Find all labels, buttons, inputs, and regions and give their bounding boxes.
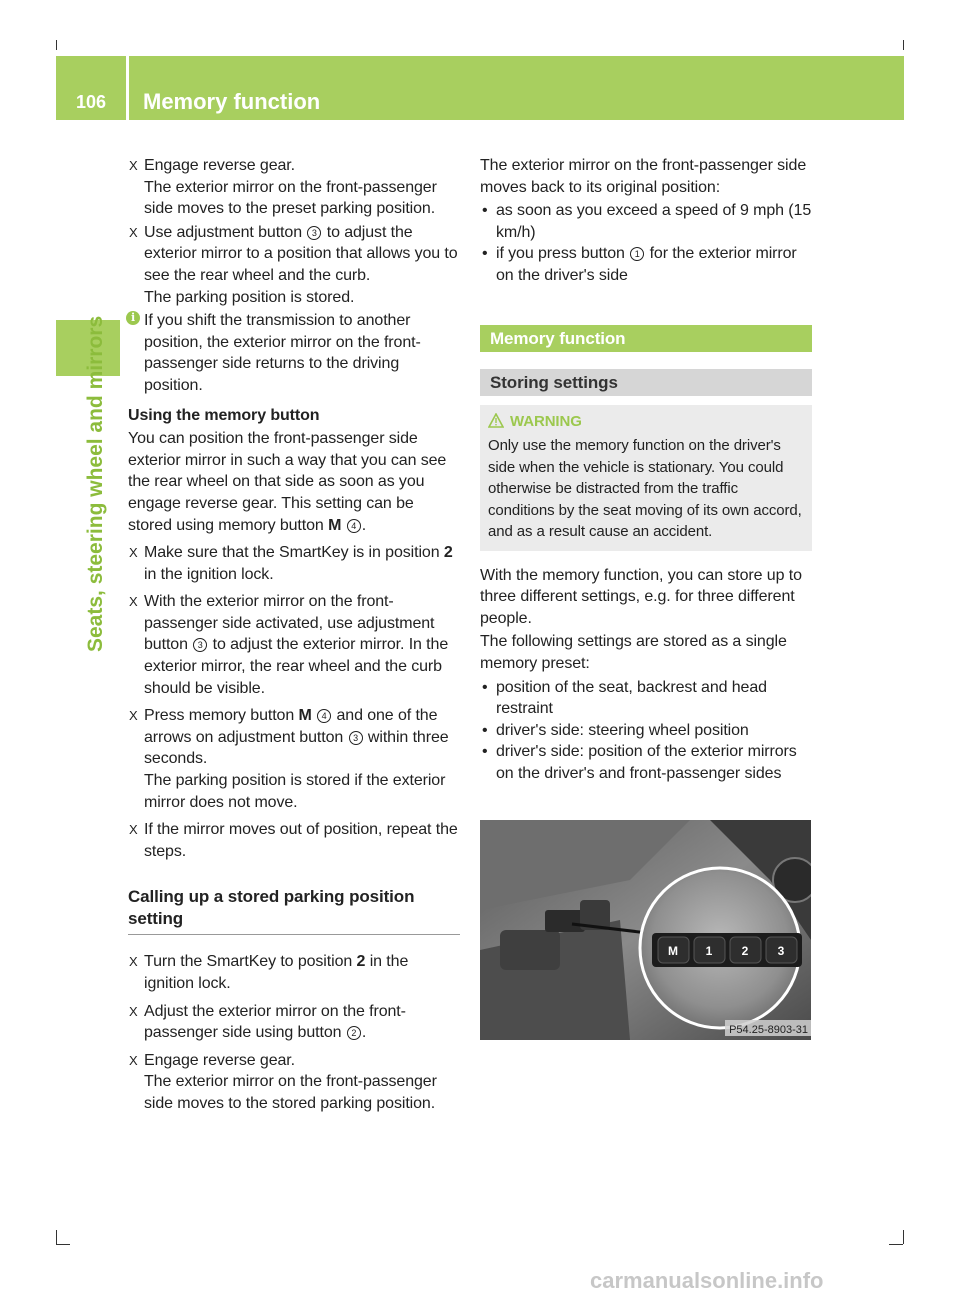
step-text: Use adjustment button 3 to adjust the exterior mirror to a position that allows you to see the rear wheel and the curb. (144, 223, 458, 284)
crop-mark (889, 1244, 903, 1245)
step-text: Make sure that the SmartKey is in position 2 in the ignition lock. (144, 544, 453, 583)
memory-button-1: 1 (705, 944, 713, 958)
step-arrow-icon: X (129, 1003, 138, 1019)
info-text: If you shift the transmission to another position, the exterior mirror on the front-passenger side returns to the driving position. (144, 312, 421, 394)
step-arrow-icon: X (129, 954, 138, 970)
step-arrow-icon: X (129, 822, 138, 838)
step-arrow-icon: X (129, 545, 138, 561)
instruction-step (128, 705, 460, 813)
bullet-icon: • (482, 245, 488, 263)
callout-number: 3 (193, 638, 207, 652)
section-title-band: Memory function (480, 325, 812, 352)
step-result: The exterior mirror on the front-passenger side moves to the preset parking position. (144, 178, 437, 218)
bullet-item: • if you press button 1 for the exterior mirror on the driver's side (482, 245, 797, 284)
door-panel-memory-buttons-figure (480, 820, 811, 1040)
chapter-label: Seats, steering wheel and mirrors (84, 315, 107, 652)
bullet-icon: • (482, 678, 488, 696)
paragraph: With the memory function, you can store up to three different settings, e.g. for three different people. (480, 566, 802, 627)
step-text: Engage reverse gear. (144, 157, 295, 174)
memory-button-2: 2 (741, 944, 749, 958)
callout-number: 3 (307, 226, 321, 240)
left-column (128, 155, 460, 1117)
instruction-step (128, 1001, 460, 1044)
page-number: 106 (75, 92, 107, 112)
step-arrow-icon: X (129, 594, 138, 610)
bullet-item: • as soon as you exceed a speed of 9 mph (15 km/h) (482, 202, 812, 241)
info-icon: i (126, 311, 140, 325)
callout-number: 2 (347, 1026, 361, 1040)
warning-title: WARNING (488, 411, 804, 433)
paragraph: You can position the front-passenger side exterior mirror in such a way that you can see the rear wheel on that side as soon as you engage reverse gear. This setting can be stored using memory button M 4 . (128, 430, 447, 534)
instruction-step (128, 591, 460, 699)
bullet-item: • driver's side: steering wheel position (480, 720, 812, 742)
paragraph: The exterior mirror on the front-passenger side moves back to its original position: (480, 157, 807, 196)
header-divider (126, 56, 129, 120)
step-text: Adjust the exterior mirror on the front-passenger side using button 2 . (144, 1002, 406, 1042)
step-text: Press memory button M 4 and one of the arrows on adjustment button 3 within three seconds. (144, 707, 449, 768)
callout-number: 4 (317, 709, 331, 723)
step-arrow-icon: X (129, 158, 138, 173)
memory-button-3: 3 (777, 944, 785, 958)
right-column (480, 155, 812, 785)
warning-triangle-icon (488, 413, 504, 428)
step-arrow-icon: X (129, 1052, 138, 1068)
instruction-step (128, 155, 460, 220)
callout-number: 4 (347, 519, 361, 533)
bullet-item: • position of the seat, backrest and head restraint (482, 678, 767, 718)
crop-mark (56, 40, 57, 50)
paragraph: The following settings are stored as a single memory preset: (480, 633, 787, 672)
step-arrow-icon: X (129, 708, 138, 724)
step-result: The exterior mirror on the front-passenger side moves to the stored parking position. (144, 1073, 437, 1112)
crop-mark (56, 1230, 57, 1244)
crop-mark (903, 40, 904, 50)
crop-mark (903, 1230, 904, 1244)
step-result: The parking position is stored. (144, 288, 355, 306)
section-heading: Calling up a stored parking position setting (128, 886, 460, 935)
warning-text: Only use the memory function on the driver's side when the vehicle is stationary. You could otherwise be distracted from the traffic conditions by the seat moving of its own accord, and as a result cause an accident. (488, 437, 802, 541)
bullet-icon: • (482, 202, 488, 220)
callout-number: 1 (630, 247, 644, 261)
bullet-icon: • (482, 721, 488, 739)
instruction-step (128, 819, 460, 862)
crop-mark (56, 1244, 70, 1245)
step-text: With the exterior mirror on the front-passenger side activated, use adjustment button 3 to adjust the exterior mirror. In the exterior mirror, the rear wheel and the curb should be visible. (144, 593, 449, 697)
callout-number: 3 (349, 731, 363, 745)
step-text: If the mirror moves out of position, repeat the steps. (144, 821, 458, 860)
instruction-step (128, 1050, 460, 1115)
figure-code: P54.25-8903-31 (729, 1024, 808, 1036)
step-text: Engage reverse gear. (144, 1051, 295, 1069)
subheading: Using the memory button (128, 406, 320, 424)
step-arrow-icon: X (129, 224, 138, 240)
step-text: Turn the SmartKey to position 2 in the ignition lock. (144, 953, 409, 992)
bullet-icon: • (482, 743, 488, 761)
warning-box (480, 405, 812, 551)
instruction-step (128, 222, 460, 308)
watermark: carmanualsonline.info (590, 1268, 824, 1293)
memory-button-m: M (668, 944, 678, 958)
subsection-title-band: Storing settings (480, 369, 812, 396)
page-title: Memory function (143, 89, 321, 114)
instruction-step (128, 542, 460, 585)
bullet-item: • driver's side: position of the exterior mirrors on the driver's and front-passenger sides (482, 743, 797, 782)
info-note (128, 310, 460, 396)
step-result: The parking position is stored if the exterior mirror does not move. (144, 772, 446, 811)
instruction-step (128, 951, 460, 994)
